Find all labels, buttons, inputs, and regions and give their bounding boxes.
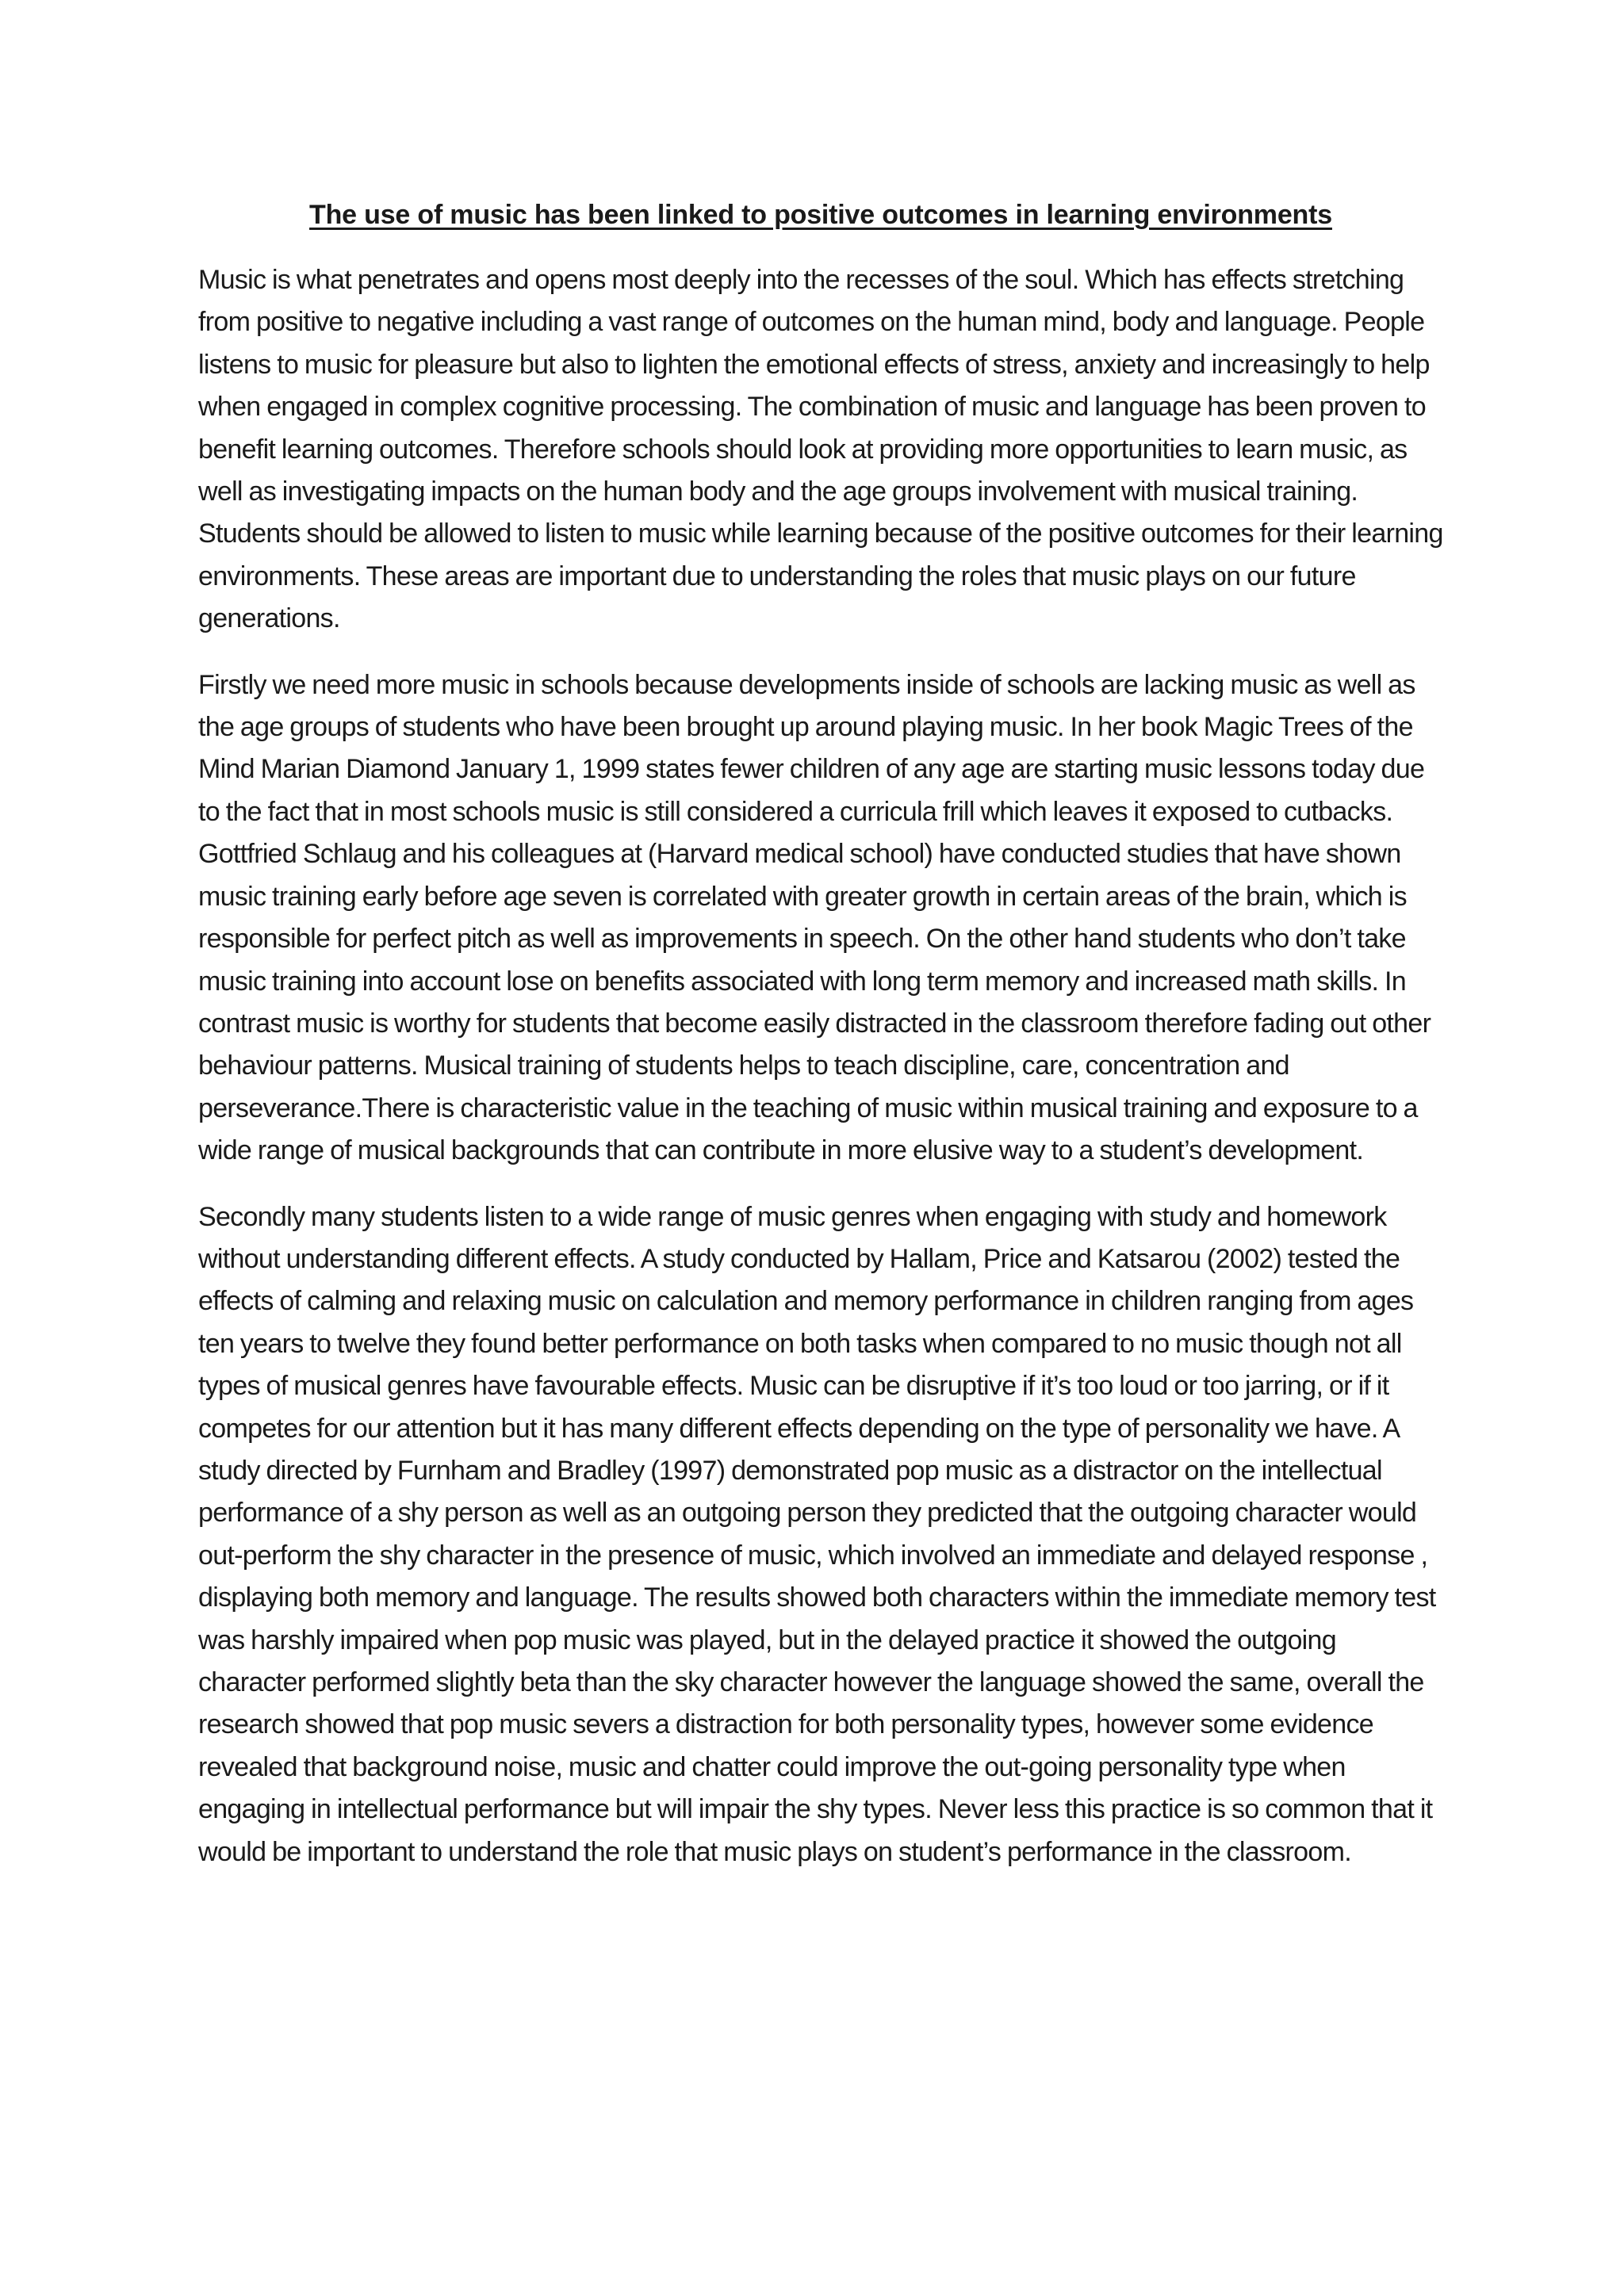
paragraph-music-in-schools: Firstly we need more music in schools because developments inside of schools are lacking music as well as the age groups of students who have been brought up around playing music. In her book Magic Trees of the Mind Marian Diamond January 1, 1999 states fewer children of any age are starting music lessons today due to the fact that in most schools music is still considered a curricula frill which leaves it exposed to cutbacks. Gottfried Schlaug and his colleagues at (Harvard medical school) have conducted studies that have shown music training early before age seven is correlated with greater growth in certain areas of the brain, which is responsible for perfect pitch as well as improvements in speech. On the other hand students who don’t take music training into account lose on benefits associated with long term memory and increased math skills. In contrast music is worthy for students that become easily distracted in the classroom therefore fading out other behaviour patterns. Musical training of students helps to teach discipline, care, concentration and perseverance.There is characteristic value in the teaching of music within musical training and exposure to a wide range of musical backgrounds that can contribute in more elusive way to a student’s development. (198, 669, 1431, 1166)
paragraph-introduction: Music is what penetrates and opens most deeply into the recesses of the soul. Which has effects stretching from positive to negative including a vast range of outcomes on the human mind, body and language. People listens to music for pleasure but also to lighten the emotional effects of stress, anxiety and increasingly to help when engaged in complex cognitive processing. The combination of music and language has been proven to benefit learning outcomes. Therefore schools should look at providing more opportunities to learn music, as well as investigating impacts on the human body and the age groups involvement with musical training. Students should be allowed to listen to music while learning because of the positive outcomes for their learning environments. These areas are important due to understanding the roles that music plays on our future generations. (198, 265, 1443, 634)
paragraph-music-while-studying: Secondly many students listen to a wide range of music genres when engaging with study and homework without understanding different effects. A study conducted by Hallam, Price and Katsarou (2002) tested the effects of calming and relaxing music on calculation and memory performance in children ranging from ages ten years to twelve they found better performance on both tasks when compared to no music though not all types of musical genres have favourable effects. Music can be disruptive if it’s too loud or too jarring, or if it competes for our attention but it has many different effects depending on the type of personality we have. A study directed by Furnham and Bradley (1997) demonstrated pop music as a distractor on the intellectual performance of a shy person as well as an outgoing person they predicted that the outgoing character would out-perform the shy character in the presence of music, which involved an immediate and delayed response , displaying both memory and language. The results showed both characters within the immediate memory test was harshly impaired when pop music was played, but in the delayed practice it showed the outgoing character performed slightly beta than the sky character however the language showed the same, overall the research showed that pop music severs a distraction for both personality types, however some evidence revealed that background noise, music and chatter could improve the out-going personality type when engaging in intellectual performance but will impair the shy types. Never less this practice is so common that it would be important to understand the role that music plays on student’s performance in the classroom. (198, 1201, 1436, 1867)
document-body (198, 194, 1443, 1897)
essay-title: The use of music has been linked to positive outcomes in learning environments (309, 200, 1332, 230)
